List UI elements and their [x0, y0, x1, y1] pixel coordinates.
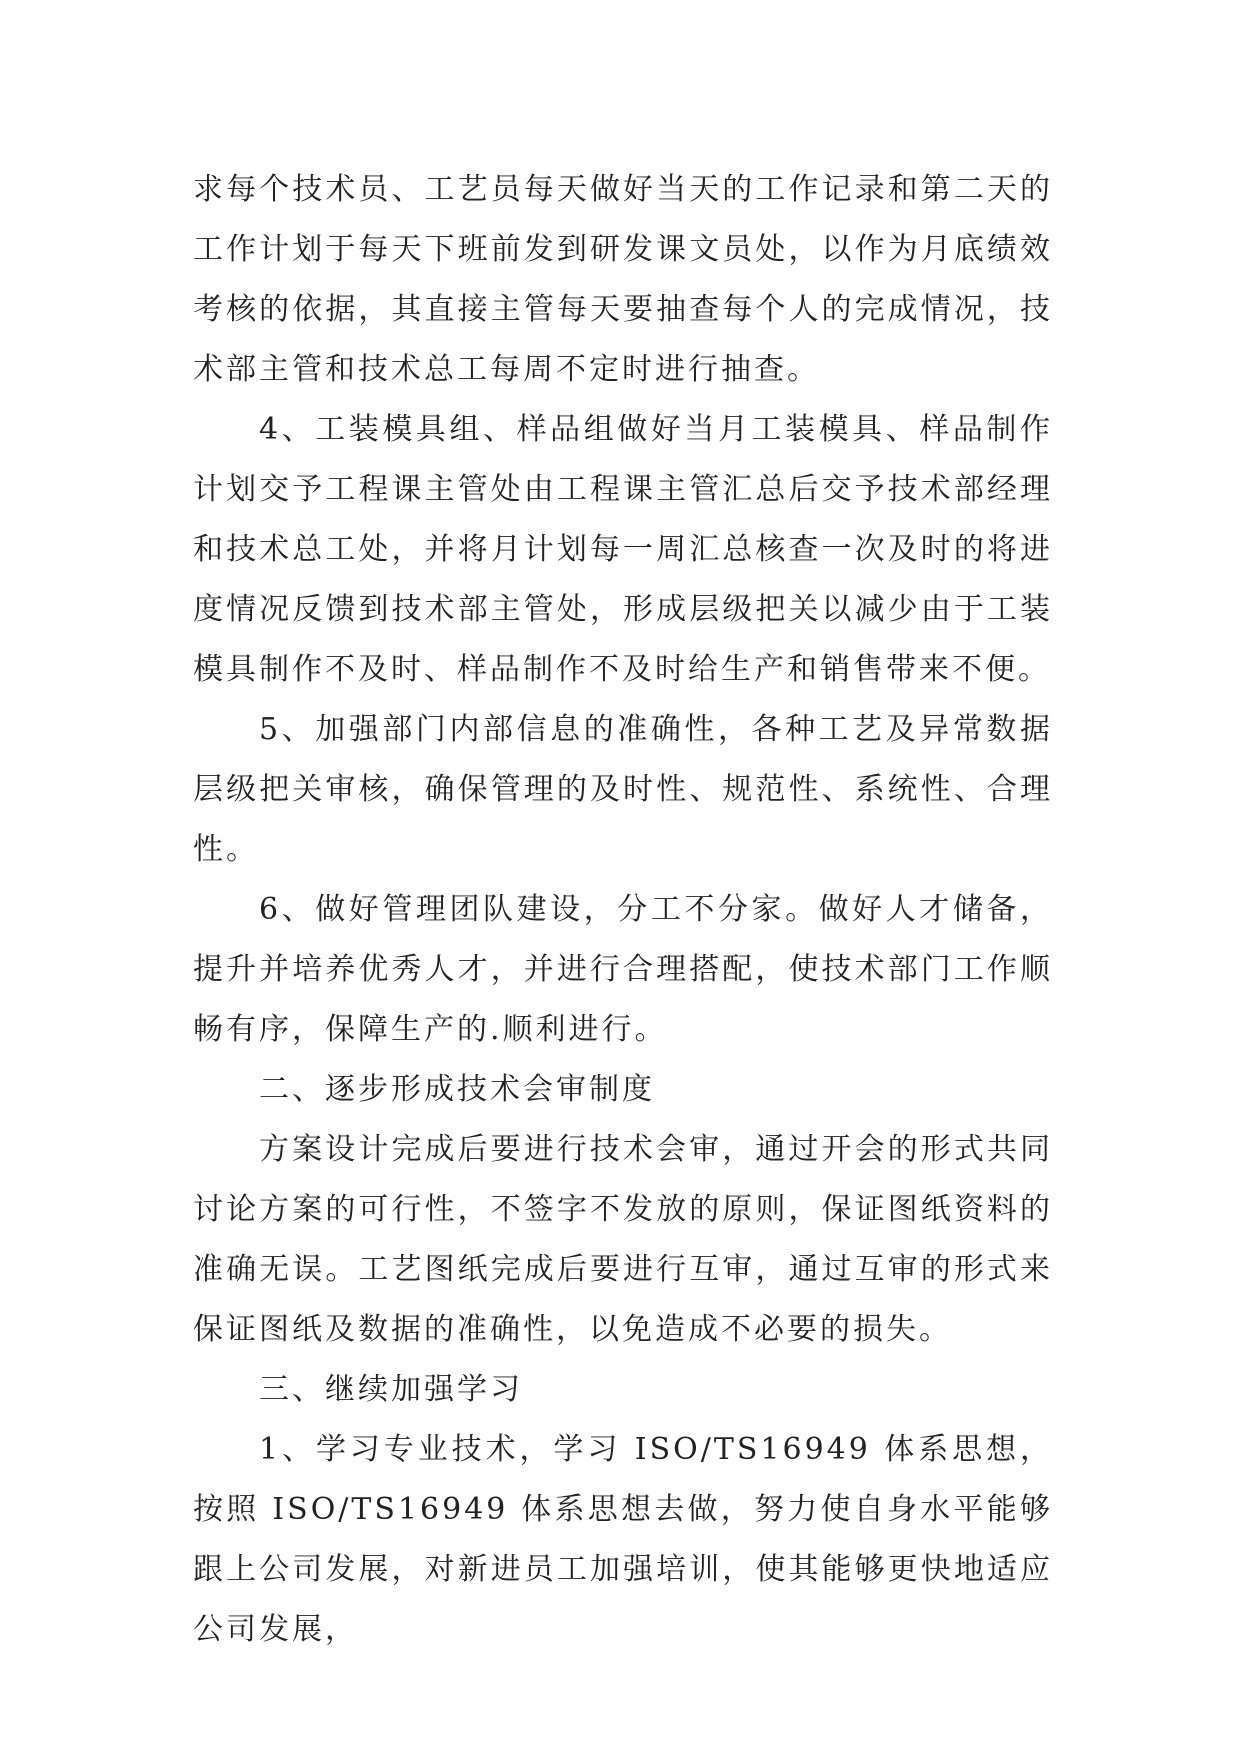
paragraph-review: 方案设计完成后要进行技术会审，通过开会的形式共同讨论方案的可行性，不签字不发放的原则，保证图纸资料的准确无误。工艺图纸完成后要进行互审，通过互审的形式来保证图纸及数据的准确性，以免造成不必要的损失。 — [193, 1132, 1053, 1347]
paragraph-item-6: 6、做好管理团队建设，分工不分家。做好人才储备，提升并培养优秀人才，并进行合理搭配，使技术部门工作顺畅有序，保障生产的.顺利进行。 — [193, 892, 1053, 1047]
paragraph-item-4: 4、工装模具组、样品组做好当月工装模具、样品制作计划交予工程课主管处由工程课主管汇总后交予技术部经理和技术总工处，并将月计划每一周汇总核查一次及时的将进度情况反馈到技术部主管处，形成层级把关以减少由于工装模具制作不及时、样品制作不及时给生产和销售带来不便。 — [193, 412, 1053, 687]
section-heading-2: 二、逐步形成技术会审制度 — [259, 1072, 655, 1107]
paragraph-continuation: 求每个技术员、工艺员每天做好当天的工作记录和第二天的工作计划于每天下班前发到研发课文员处，以作为月底绩效考核的依据，其直接主管每天要抽查每个人的完成情况，技术部主管和技术总工每周不定时进行抽查。 — [193, 172, 1053, 387]
document-body — [193, 160, 1053, 1660]
paragraph-item-5: 5、加强部门内部信息的准确性，各种工艺及异常数据层级把关审核，确保管理的及时性、规范性、系统性、合理性。 — [193, 712, 1053, 867]
paragraph-learning-1: 1、学习专业技术，学习 ISO/TS16949 体系思想，按照 ISO/TS16949 体系思想去做，努力使自身水平能够跟上公司发展，对新进员工加强培训，使其能够更快地适应公司发展， — [193, 1432, 1053, 1647]
section-heading-3: 三、继续加强学习 — [259, 1372, 523, 1407]
